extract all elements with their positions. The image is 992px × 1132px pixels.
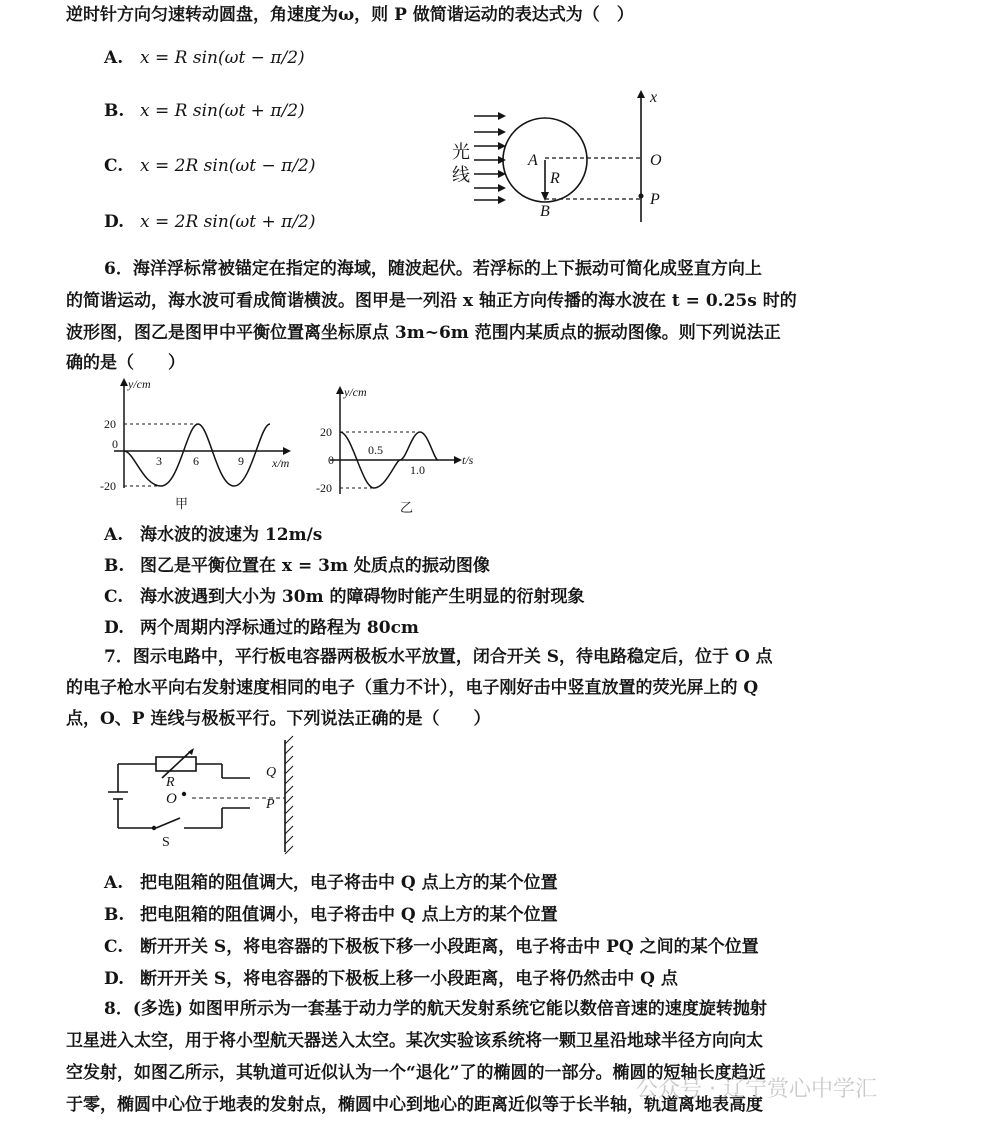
point-o-label: O xyxy=(166,791,177,807)
light-label-2: 线 xyxy=(452,165,470,185)
option-text: 断开开关 S，将电容器的下极板上移一小段距离，电子将仍然击中 Q 点 xyxy=(140,969,678,989)
option-label: A. xyxy=(104,48,124,68)
q6-option-a[interactable] xyxy=(104,520,322,545)
point-o-label: O xyxy=(650,152,662,169)
point-a-label: A xyxy=(528,152,538,169)
caption-jia: 甲 xyxy=(175,496,189,511)
q7-line-2: 的电子枪水平向右发射速度相同的电子（重力不计），电子刚好击中竖直放置的荧光屏上的 Q xyxy=(66,678,759,698)
q8-line-2: 卫星进入太空，用于将小型航天器送入太空。某次实验该系统将一颗卫星沿地球半径方向向太 xyxy=(66,1031,763,1051)
option-label: D. xyxy=(104,212,125,232)
ylabel: y/cm xyxy=(128,377,151,391)
q5-option-c[interactable] xyxy=(104,156,316,176)
q6-line-4: 确的是（ ） xyxy=(66,353,185,373)
point-p-label: P xyxy=(650,191,660,208)
q5-option-a[interactable] xyxy=(104,48,305,68)
option-label: A. xyxy=(104,525,124,545)
option-label: D. xyxy=(104,618,125,638)
q7-option-b[interactable] xyxy=(104,900,558,925)
q8-line-4: 于零，椭圆中心位于地表的发射点，椭圆中心到地心的距离近似等于长半轴，轨道离地表高度 xyxy=(66,1095,763,1115)
q6-line-3: 波形图，图乙是图甲中平衡位置离坐标原点 3m~6m 范围内某质点的振动图像。则下列说法正 xyxy=(66,323,781,343)
light-label: 光 xyxy=(452,142,470,162)
option-label: C. xyxy=(104,937,124,957)
q6-line-1: 6．海洋浮标常被锚定在指定的海域，随波起伏。若浮标的上下振动可简化成竖直方向上 xyxy=(104,259,762,279)
ylabel: y/cm xyxy=(344,385,367,399)
q7-option-c[interactable] xyxy=(104,932,759,957)
option-text: 海水波的波速为 12m/s xyxy=(140,525,323,545)
xlabel: t/s xyxy=(462,453,474,467)
x-axis-label: x xyxy=(650,89,658,106)
origin-label: 0 xyxy=(112,437,118,451)
resistor-label: R xyxy=(166,775,175,790)
option-label: D. xyxy=(104,969,125,989)
option-text: 断开开关 S，将电容器的下极板下移一小段距离，电子将击中 PQ 之间的某个位置 xyxy=(140,937,759,957)
option-text: 两个周期内浮标通过的路程为 80cm xyxy=(140,618,419,638)
option-text: x = R sin(ωt + π/2) xyxy=(140,101,305,121)
switch-label: S xyxy=(162,835,170,850)
q6-option-b[interactable] xyxy=(104,551,490,576)
q5-option-d[interactable] xyxy=(104,212,316,232)
tick-0-5: 0.5 xyxy=(368,443,383,457)
point-b-label: B xyxy=(540,203,550,220)
option-label: C. xyxy=(104,587,124,607)
caption-yi: 乙 xyxy=(400,500,414,515)
option-text: 把电阻箱的阻值调大，电子将击中 Q 点上方的某个位置 xyxy=(140,873,558,893)
point-q-label: Q xyxy=(266,765,277,780)
vibration-graph-yi xyxy=(316,386,486,522)
q6-option-d[interactable] xyxy=(104,613,419,638)
option-text: x = R sin(ωt − π/2) xyxy=(140,48,305,68)
option-text: 把电阻箱的阻值调小，电子将击中 Q 点上方的某个位置 xyxy=(140,905,558,925)
q7-circuit-figure xyxy=(100,736,310,856)
q7-line-3: 点，O、P 连线与极板平行。下列说法正确的是（ ） xyxy=(66,709,491,729)
tick-3: 3 xyxy=(156,454,162,468)
option-text: 海水波遇到大小为 30m 的障碍物时能产生明显的衍射现象 xyxy=(140,587,585,607)
origin-label: 0 xyxy=(328,453,334,467)
q5-option-b[interactable] xyxy=(104,101,305,121)
option-label: C. xyxy=(104,156,124,176)
tick-9: 9 xyxy=(238,454,244,468)
q7-option-a[interactable] xyxy=(104,868,558,893)
y-bottom-label: -20 xyxy=(100,479,116,493)
option-label: B. xyxy=(104,905,125,925)
q8-line-1: 8．(多选) 如图甲所示为一套基于动力学的航天发射系统它能以数倍音速的速度旋转抛射 xyxy=(104,999,767,1019)
option-text: x = 2R sin(ωt − π/2) xyxy=(140,156,316,176)
option-text: x = 2R sin(ωt + π/2) xyxy=(140,212,316,232)
watermark: 公众号 · 辽宁赏心中学汇 xyxy=(636,1077,877,1102)
wave-graph-jia xyxy=(100,378,310,518)
option-label: A. xyxy=(104,873,124,893)
option-text: 图乙是平衡位置在 x = 3m 处质点的振动图像 xyxy=(140,556,490,576)
option-label: B. xyxy=(104,101,125,121)
q5-disk-figure xyxy=(440,88,700,228)
q7-option-d[interactable] xyxy=(104,964,678,989)
option-label: B. xyxy=(104,556,125,576)
radius-label: R xyxy=(550,170,560,187)
y-top-label: 20 xyxy=(320,425,332,439)
q7-line-1: 7．图示电路中，平行板电容器两极板水平放置，闭合开关 S，待电路稳定后，位于 O 点 xyxy=(104,647,773,667)
q5-stem-tail: 逆时针方向匀速转动圆盘，角速度为ω，则 P 做简谐运动的表达式为（ ） xyxy=(66,5,634,25)
xlabel: x/m xyxy=(272,456,290,470)
y-bottom-label: -20 xyxy=(316,481,332,495)
tick-1-0: 1.0 xyxy=(410,463,425,477)
q6-line-2: 的简谐运动，海水波可看成简谐横波。图甲是一列沿 x 轴正方向传播的海水波在 t = 0.25s 时的 xyxy=(66,291,797,311)
point-p-label: P xyxy=(266,797,275,812)
q8-line-3: 空发射，如图乙所示，其轨道可近似认为一个“退化”了的椭圆的一部分。椭圆的短轴长度趋近 xyxy=(66,1063,766,1083)
y-top-label: 20 xyxy=(104,417,116,431)
tick-6: 6 xyxy=(193,454,199,468)
q6-option-c[interactable] xyxy=(104,582,584,607)
